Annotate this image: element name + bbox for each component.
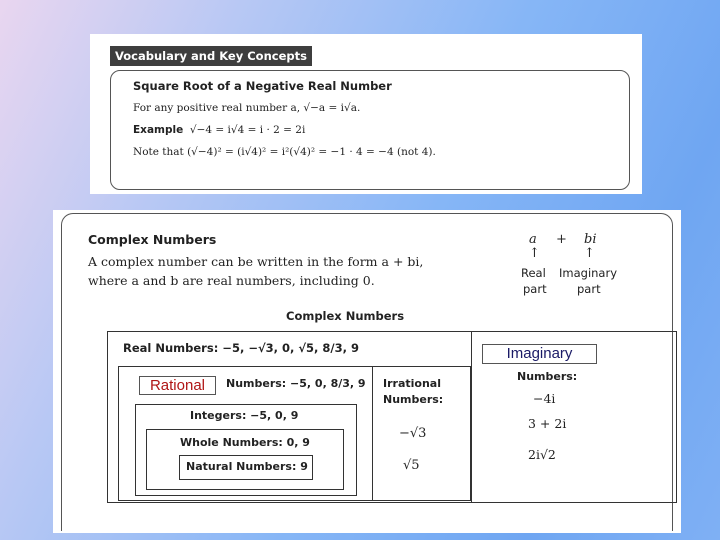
imaginary-value-1: −4i	[533, 391, 556, 406]
form-imaginary-part: part	[577, 282, 601, 296]
imaginary-heading: Numbers:	[517, 370, 578, 383]
irrational-value-1: −√3	[399, 426, 427, 441]
vocab-example	[133, 124, 305, 136]
vocab-title: Square Root of a Negative Real Number	[133, 79, 392, 93]
vocab-example-label: Example	[133, 124, 184, 136]
rational-numbers-text: Numbers: −5, 0, 8/3, 9	[226, 377, 366, 390]
real-numbers-text	[123, 341, 359, 355]
complex-desc-line1: A complex number can be written in the form a + bi,	[88, 254, 424, 269]
real-numbers-line: Real Numbers: −5, −√3, 0, √5, 8/3, 9	[123, 341, 359, 355]
complex-title: Complex Numbers	[88, 232, 217, 247]
rational-overlay-label: Rational	[139, 376, 216, 395]
imaginary-value-3: 2i√2	[528, 447, 556, 462]
form-plus: +	[556, 232, 567, 247]
vocab-rule: For any positive real number a, √−a = i√a.	[133, 102, 361, 114]
whole-numbers-text: Whole Numbers: 0, 9	[180, 436, 310, 449]
imaginary-value-2: 3 + 2i	[528, 416, 567, 431]
form-real-label: Real	[521, 266, 546, 280]
imaginary-overlay-label: Imaginary	[482, 344, 597, 364]
form-arrow-real: ↑	[529, 246, 540, 261]
vocab-example-body: √−4 = i√4 = i · 2 = 2i	[189, 124, 306, 136]
vocab-box	[110, 70, 630, 190]
vocab-header: Vocabulary and Key Concepts	[110, 46, 312, 66]
complex-desc-line2: where a and b are real numbers, including 0.	[88, 273, 375, 288]
form-a: a	[529, 232, 537, 247]
form-bi: bi	[584, 232, 597, 247]
irrational-heading-2: Numbers:	[383, 393, 444, 406]
vocab-panel	[90, 34, 642, 194]
complex-panel	[53, 210, 681, 533]
vocab-note: Note that (√−4)² = (i√4)² = i²(√4)² = −1 · 4 = −4 (not 4).	[133, 146, 436, 158]
form-arrow-imaginary: ↑	[584, 246, 595, 261]
diagram-title: Complex Numbers	[286, 309, 405, 323]
irrational-heading: Irrational	[383, 377, 441, 390]
form-imaginary-label: Imaginary	[559, 266, 618, 280]
integers-text: Integers: −5, 0, 9	[190, 409, 299, 422]
irrational-value-2: √5	[403, 458, 420, 473]
natural-numbers-text: Natural Numbers: 9	[186, 460, 308, 473]
form-real-part: part	[523, 282, 547, 296]
